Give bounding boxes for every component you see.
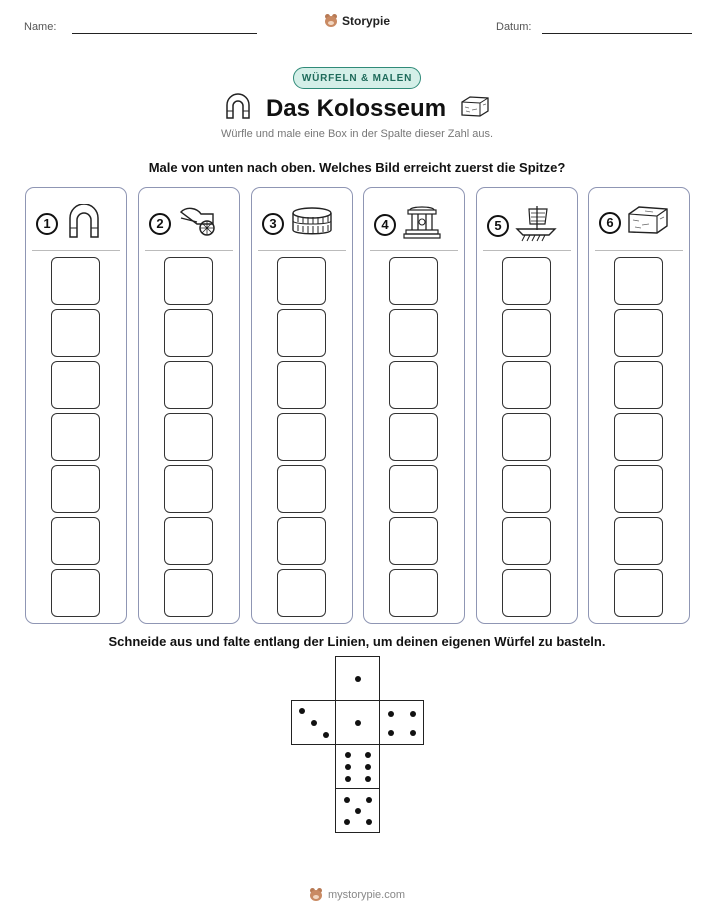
column-number: 1 <box>36 213 58 235</box>
color-box[interactable] <box>51 413 100 461</box>
column-number: 5 <box>487 215 509 237</box>
color-box[interactable] <box>51 569 100 617</box>
pip <box>365 752 371 758</box>
color-box[interactable] <box>502 465 551 513</box>
column-number: 3 <box>262 213 284 235</box>
color-box[interactable] <box>614 257 663 305</box>
color-box[interactable] <box>614 517 663 565</box>
die-face-bottom <box>335 788 380 833</box>
pip <box>365 776 371 782</box>
date-label: Datum: <box>496 21 532 33</box>
color-box[interactable] <box>51 465 100 513</box>
brand-logo <box>0 14 714 28</box>
color-box[interactable] <box>51 309 100 357</box>
dice-column-4 <box>363 187 465 624</box>
pip <box>345 764 351 770</box>
color-box[interactable] <box>502 569 551 617</box>
footer <box>0 888 714 902</box>
column-number: 4 <box>374 214 396 236</box>
color-box[interactable] <box>614 309 663 357</box>
pip <box>344 819 350 825</box>
color-box[interactable] <box>277 309 326 357</box>
dice-column-2 <box>138 187 240 624</box>
dice-column-3 <box>251 187 353 624</box>
pip <box>355 676 361 682</box>
color-box[interactable] <box>277 257 326 305</box>
pip <box>388 711 394 717</box>
subtitle: Würfle und male eine Box in der Spalte dieser Zahl aus. <box>220 128 494 140</box>
die-face-right <box>379 700 424 745</box>
dice-column-1 <box>25 187 127 624</box>
color-box[interactable] <box>502 517 551 565</box>
pip <box>355 720 361 726</box>
color-box[interactable] <box>614 569 663 617</box>
dice-column-5 <box>476 187 578 624</box>
arch-icon <box>64 204 104 243</box>
pip <box>355 808 361 814</box>
color-box[interactable] <box>389 361 438 409</box>
pip <box>366 819 372 825</box>
color-box[interactable] <box>502 257 551 305</box>
color-box[interactable] <box>277 517 326 565</box>
stone-block-icon <box>627 204 669 241</box>
stone-block-icon <box>460 94 490 123</box>
color-box[interactable] <box>164 517 213 565</box>
dice-column-6 <box>588 187 690 624</box>
color-box[interactable] <box>51 361 100 409</box>
die-face-top <box>335 656 380 701</box>
color-box[interactable] <box>389 413 438 461</box>
color-box[interactable] <box>277 569 326 617</box>
color-box[interactable] <box>277 465 326 513</box>
color-box[interactable] <box>164 569 213 617</box>
instruction-text: Male von unten nach oben. Welches Bild erreicht zuerst die Spitze? <box>148 160 566 175</box>
pip <box>366 797 372 803</box>
pip <box>365 764 371 770</box>
galley-ship-icon <box>515 204 557 247</box>
color-box[interactable] <box>389 517 438 565</box>
pip <box>410 730 416 736</box>
colosseum-icon <box>290 204 334 243</box>
color-box[interactable] <box>502 361 551 409</box>
die-face-center <box>335 700 380 745</box>
page-title: Das Kolosseum <box>265 94 447 122</box>
color-box[interactable] <box>164 257 213 305</box>
column-number: 6 <box>599 212 621 234</box>
color-box[interactable] <box>389 257 438 305</box>
name-label: Name: <box>24 21 57 33</box>
cut-instruction: Schneide aus und falte entlang der Linien, um deinen eigenen Würfel zu basteln. <box>108 634 606 649</box>
color-box[interactable] <box>164 361 213 409</box>
activity-badge: WÜRFELN & MALEN <box>293 67 421 89</box>
pip <box>410 711 416 717</box>
column-icon <box>402 204 442 245</box>
color-box[interactable] <box>164 309 213 357</box>
pip <box>344 797 350 803</box>
die-face-lower <box>335 744 380 789</box>
color-box[interactable] <box>389 569 438 617</box>
color-box[interactable] <box>614 413 663 461</box>
chariot-icon <box>177 204 223 243</box>
color-box[interactable] <box>389 309 438 357</box>
pip <box>299 708 305 714</box>
color-box[interactable] <box>502 413 551 461</box>
arch-icon <box>224 93 252 124</box>
color-box[interactable] <box>51 257 100 305</box>
bear-logo-icon <box>309 888 323 902</box>
die-face-left <box>291 700 336 745</box>
date-line[interactable] <box>542 33 692 34</box>
color-box[interactable] <box>502 309 551 357</box>
color-box[interactable] <box>51 517 100 565</box>
pip <box>345 776 351 782</box>
color-box[interactable] <box>277 413 326 461</box>
pip <box>388 730 394 736</box>
pip <box>323 732 329 738</box>
pip <box>345 752 351 758</box>
footer-url[interactable]: mystorypie.com <box>327 889 406 901</box>
color-box[interactable] <box>614 361 663 409</box>
brand-name: Storypie <box>341 14 390 28</box>
color-box[interactable] <box>164 465 213 513</box>
bear-logo-icon <box>324 14 338 28</box>
color-box[interactable] <box>389 465 438 513</box>
name-line[interactable] <box>72 33 257 34</box>
column-number: 2 <box>149 213 171 235</box>
color-box[interactable] <box>614 465 663 513</box>
color-box[interactable] <box>277 361 326 409</box>
pip <box>311 720 317 726</box>
color-box[interactable] <box>164 413 213 461</box>
